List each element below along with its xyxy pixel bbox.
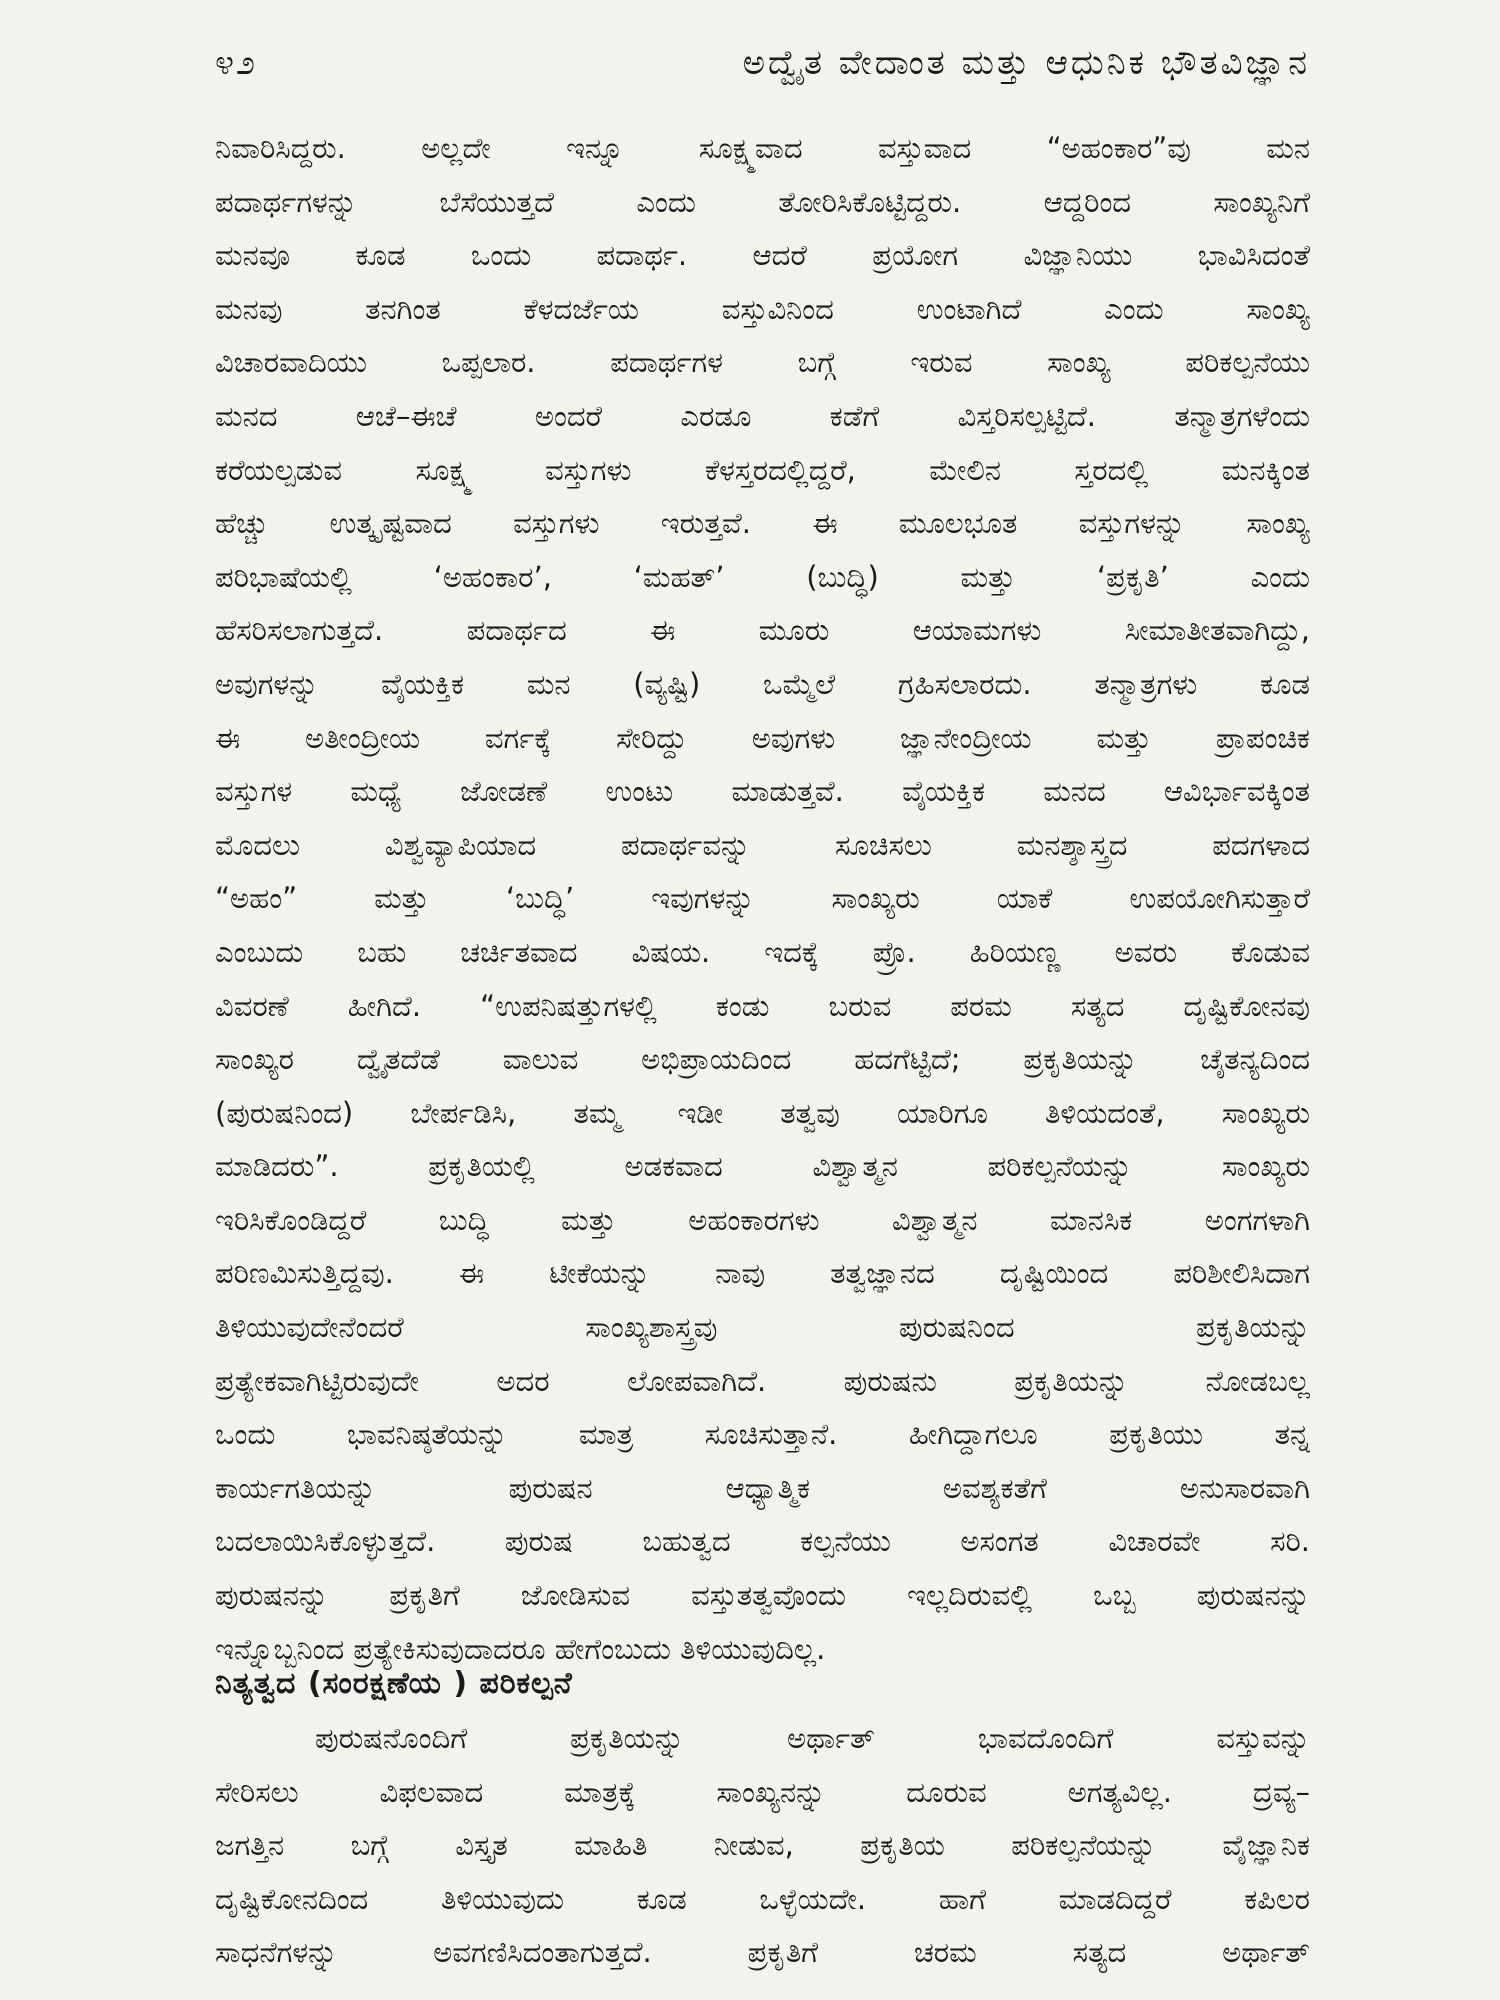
text-line: ಕರೆಯಲ್ಪಡುವ ಸೂಕ್ಷ್ಮ ವಸ್ತುಗಳು ಕೆಳಸ್ತರದಲ್ಲಿದ್ದರೆ, ಮೇಲಿನ ಸ್ತರದಲ್ಲಿ ಮನಕ್ಕಿಂತ — [215, 452, 1310, 487]
text-line: ಮನದ ಆಚೆ–ಈಚೆ ಅಂದರೆ ಎರಡೂ ಕಡೆಗೆ ವಿಸ್ತರಿಸಲ್ಪಟ್ಟಿದೆ. ತನ್ಮಾತ್ರಗಳೆಂದು — [215, 398, 1310, 433]
text-line: ಪ್ರತ್ಯೇಕವಾಗಿಟ್ಟಿರುವುದೇ ಅದರ ಲೋಪವಾಗಿದೆ. ಪುರುಷನು ಪ್ರಕೃತಿಯನ್ನು ನೋಡಬಲ್ಲ — [215, 1363, 1310, 1398]
main-paragraph — [215, 122, 1310, 1676]
running-title: ಅದ್ವೈತ ವೇದಾಂತ ಮತ್ತು ಆಧುನಿಕ ಭೌತವಿಜ್ಞಾನ — [742, 43, 1310, 83]
text-line: ಪದಾರ್ಥಗಳನ್ನು ಬೆಸೆಯುತ್ತದೆ ಎಂದು ತೋರಿಸಿಕೊಟ್ಟಿದ್ದರು. ಆದ್ದರಿಂದ ಸಾಂಖ್ಯನಿಗೆ — [215, 184, 1310, 219]
text-line: ಇನ್ನೊಬ್ಬನಿಂದ ಪ್ರತ್ಯೇಕಿಸುವುದಾದರೂ ಹೇಗೆಂಬುದು ತಿಳಿಯುವುದಿಲ್ಲ. — [215, 1631, 826, 1666]
section-heading: ನಿತ್ಯತ್ವದ (ಸಂರಕ್ಷಣೆಯ ) ಪರಿಕಲ್ಪನೆ — [215, 1666, 573, 1701]
text-line: ಮಾಡಿದರು”. ಪ್ರಕೃತಿಯಲ್ಲಿ ಅಡಕವಾದ ವಿಶ್ವಾತ್ಮನ ಪರಿಕಲ್ಪನೆಯನ್ನು ಸಾಂಖ್ಯರು — [215, 1149, 1310, 1184]
text-line: (ಪುರುಷನಿಂದ) ಬೇರ್ಪಡಿಸಿ, ತಮ್ಮ ಇಡೀ ತತ್ವವು ಯಾರಿಗೂ ತಿಳಿಯದಂತೆ, ಸಾಂಖ್ಯರು — [215, 1095, 1310, 1130]
text-line: ನಿವಾರಿಸಿದ್ದರು. ಅಲ್ಲದೇ ಇನ್ನೂ ಸೂಕ್ಷ್ಮವಾದ ವಸ್ತುವಾದ “ಅಹಂಕಾರ”ವು ಮನ — [215, 131, 1310, 165]
page-header — [215, 38, 1310, 88]
text-line: ಪುರುಷನೊಂದಿಗೆ ಪ್ರಕೃತಿಯನ್ನು ಅರ್ಥಾತ್ ಭಾವದೊಂದಿಗೆ ವಸ್ತುವನ್ನು — [315, 1721, 1310, 1755]
text-line: ವಿವರಣೆ ಹೀಗಿದೆ. “ಉಪನಿಷತ್ತುಗಳಲ್ಲಿ ಕಂಡು ಬರುವ ಪರಮ ಸತ್ಯದ ದೃಷ್ಟಿಕೋನವು — [215, 988, 1310, 1023]
text-line: ಕಾರ್ಯಗತಿಯನ್ನು ಪುರುಷನ ಆಧ್ಯಾತ್ಮಿಕ ಅವಶ್ಯಕತೆಗೆ ಅನುಸಾರವಾಗಿ — [215, 1470, 1310, 1505]
text-line: ಹೆಸರಿಸಲಾಗುತ್ತದೆ. ಪದಾರ್ಥದ ಈ ಮೂರು ಆಯಾಮಗಳು ಸೀಮಾತೀತವಾಗಿದ್ದು, — [215, 613, 1310, 648]
text-line: ಮನವು ತನಗಿಂತ ಕೆಳದರ್ಜೆಯ ವಸ್ತುವಿನಿಂದ ಉಂಟಾಗಿದೆ ಎಂದು ಸಾಂಖ್ಯ — [215, 291, 1310, 326]
text-line: ಮೊದಲು ವಿಶ್ವವ್ಯಾಪಿಯಾದ ಪದಾರ್ಥವನ್ನು ಸೂಚಿಸಲು ಮನಶ್ಶಾಸ್ತ್ರದ ಪದಗಳಾದ — [215, 827, 1310, 862]
text-line: ಪರಿಭಾಷೆಯಲ್ಲಿ ‘ಅಹಂಕಾರ’, ‘ಮಹತ್’ (ಬುದ್ಧಿ) ಮತ್ತು ‘ಪ್ರಕೃತಿ’ ಎಂದು — [215, 559, 1310, 594]
text-line: ಎಂಬುದು ಬಹು ಚರ್ಚಿತವಾದ ವಿಷಯ. ಇದಕ್ಕೆ ಪ್ರೊ. ಹಿರಿಯಣ್ಣ ಅವರು ಕೊಡುವ — [215, 934, 1310, 969]
text-line: ಈ ಅತೀಂದ್ರೀಯ ವರ್ಗಕ್ಕೆ ಸೇರಿದ್ದು ಅವುಗಳು ಜ್ಞಾನೇಂದ್ರೀಯ ಮತ್ತು ಪ್ರಾಪಂಚಿಕ — [215, 720, 1310, 755]
text-line: ಜಗತ್ತಿನ ಬಗ್ಗೆ ವಿಸ್ತೃತ ಮಾಹಿತಿ ನೀಡುವ, ಪ್ರಕೃತಿಯ ಪರಿಕಲ್ಪನೆಯನ್ನು ವೈಜ್ಞಾನಿಕ — [215, 1828, 1310, 1863]
text-line: ವಸ್ತುಗಳ ಮಧ್ಯೆ ಜೋಡಣೆ ಉಂಟು ಮಾಡುತ್ತವೆ. ವೈಯಕ್ತಿಕ ಮನದ ಆವಿರ್ಭಾವಕ್ಕಿಂತ — [215, 774, 1310, 809]
text-line: ಸಾಂಖ್ಯರ ದ್ವೈತದೆಡೆ ವಾಲುವ ಅಭಿಪ್ರಾಯದಿಂದ ಹದಗೆಟ್ಟಿದೆ; ಪ್ರಕೃತಿಯನ್ನು ಚೈತನ್ಯದಿಂದ — [215, 1042, 1310, 1077]
text-line: “ಅಹಂ” ಮತ್ತು ‘ಬುದ್ಧಿ’ ಇವುಗಳನ್ನು ಸಾಂಖ್ಯರು ಯಾಕೆ ಉಪಯೋಗಿಸುತ್ತಾರೆ — [215, 881, 1310, 916]
text-line: ಇರಿಸಿಕೊಂಡಿದ್ದರೆ ಬುದ್ಧಿ ಮತ್ತು ಅಹಂಕಾರಗಳು ವಿಶ್ವಾತ್ಮನ ಮಾನಸಿಕ ಅಂಗಗಳಾಗಿ — [215, 1202, 1310, 1237]
text-line: ವಿಚಾರವಾದಿಯು ಒಪ್ಪಲಾರ. ಪದಾರ್ಥಗಳ ಬಗ್ಗೆ ಇರುವ ಸಾಂಖ್ಯ ಪರಿಕಲ್ಪನೆಯು — [215, 345, 1310, 380]
text-line: ಬದಲಾಯಿಸಿಕೊಳ್ಳುತ್ತದೆ. ಪುರುಷ ಬಹುತ್ವದ ಕಲ್ಪನೆಯು ಅಸಂಗತ ವಿಚಾರವೇ ಸರಿ. — [215, 1524, 1310, 1559]
section-block — [215, 1656, 1310, 1980]
text-line: ಮನವೂ ಕೂಡ ಒಂದು ಪದಾರ್ಥ. ಆದರೆ ಪ್ರಯೋಗ ವಿಜ್ಞಾನಿಯು ಭಾವಿಸಿದಂತೆ — [215, 238, 1310, 273]
text-line: ಸೇರಿಸಲು ವಿಫಲವಾದ ಮಾತ್ರಕ್ಕೆ ಸಾಂಖ್ಯನನ್ನು ದೂರುವ ಅಗತ್ಯವಿಲ್ಲ. ದ್ರವ್ಯ– — [215, 1774, 1310, 1809]
text-line: ಅವುಗಳನ್ನು ವೈಯಕ್ತಿಕ ಮನ (ವ್ಯಷ್ಟಿ) ಒಮ್ಮೆಲೆ ಗ್ರಹಿಸಲಾರದು. ತನ್ಮಾತ್ರಗಳು ಕೂಡ — [215, 666, 1310, 701]
text-line: ಒಂದು ಭಾವನಿಷ್ಠತೆಯನ್ನು ಮಾತ್ರ ಸೂಚಿಸುತ್ತಾನೆ. ಹೀಗಿದ್ದಾಗಲೂ ಪ್ರಕೃತಿಯು ತನ್ನ — [215, 1417, 1310, 1452]
text-line: ತಿಳಿಯುವುದೇನೆಂದರೆ ಸಾಂಖ್ಯಶಾಸ್ತ್ರವು ಪುರುಷನಿಂದ ಪ್ರಕೃತಿಯನ್ನು — [215, 1310, 1310, 1345]
text-line: ಸಾಧನೆಗಳನ್ನು ಅವಗಣಿಸಿದಂತಾಗುತ್ತದೆ. ಪ್ರಕೃತಿಗೆ ಚರಮ ಸತ್ಯದ ಅರ್ಥಾತ್ — [215, 1935, 1310, 1970]
text-line: ಪರಿಣಮಿಸುತ್ತಿದ್ದವು. ಈ ಟೀಕೆಯನ್ನು ನಾವು ತತ್ವಜ್ಞಾನದ ದೃಷ್ಟಿಯಿಂದ ಪರಿಶೀಲಿಸಿದಾಗ — [215, 1256, 1310, 1291]
text-line: ದೃಷ್ಟಿಕೋನದಿಂದ ತಿಳಿಯುವುದು ಕೂಡ ಒಳ್ಳೆಯದೇ. ಹಾಗೆ ಮಾಡದಿದ್ದರೆ ಕಪಿಲರ — [215, 1881, 1310, 1916]
text-line: ಪುರುಷನನ್ನು ಪ್ರಕೃತಿಗೆ ಜೋಡಿಸುವ ವಸ್ತುತತ್ವವೊಂದು ಇಲ್ಲದಿರುವಲ್ಲಿ ಒಬ್ಬ ಪುರುಷನನ್ನು — [215, 1578, 1310, 1613]
text-line: ಹೆಚ್ಚು ಉತ್ಕೃಷ್ಟವಾದ ವಸ್ತುಗಳು ಇರುತ್ತವೆ. ಈ ಮೂಲಭೂತ ವಸ್ತುಗಳನ್ನು ಸಾಂಖ್ಯ — [215, 506, 1310, 541]
page-number: ೪೨ — [215, 43, 258, 83]
